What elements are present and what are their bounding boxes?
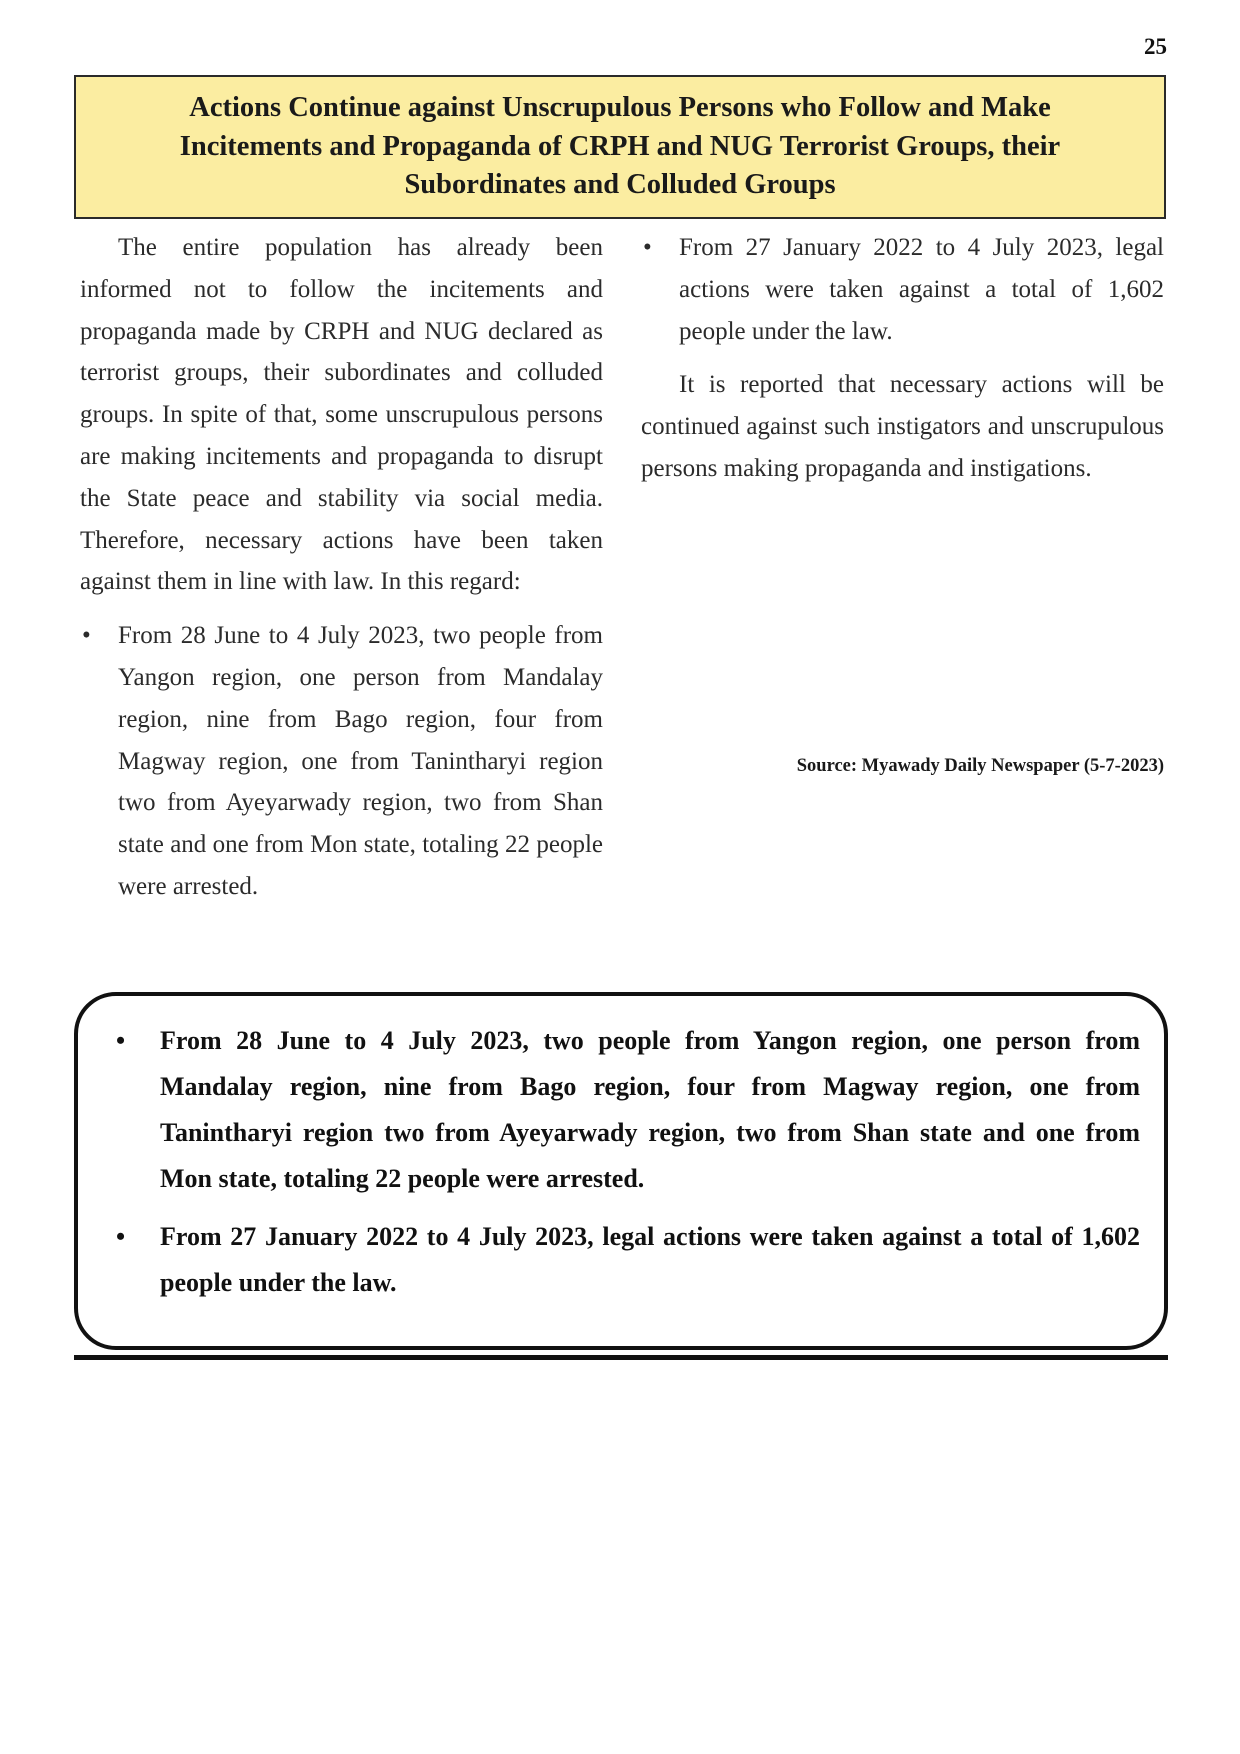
summary-box [74, 992, 1168, 1350]
bullet-icon: • [116, 1222, 126, 1251]
arrest-bullet-text: From 28 June to 4 July 2023, two people from Yangon region, one person from Mandalay region, nine from Bago region, four from Magway region, one from Tanintharyi region two from Ayeyarwady region, two from Shan state and one from Mon state, totaling 22 people were arrested. [118, 622, 603, 900]
intro-paragraph: The entire population has already been informed not to follow the incitements and propaganda made by CRPH and NUG declared as terrorist groups, their subordinates and colluded groups. In spite of that, some unscrupulous persons are making incitements and propaganda to disrupt the State peace and stability via social media. Therefore, necessary actions have been taken against them in line with law. In this regard: [80, 234, 603, 596]
summary-item-arrests [102, 1018, 1140, 1202]
article-title-box [74, 75, 1166, 219]
closing-paragraph: It is reported that necessary actions will be continued against such instigators and unscrupulous persons making propaganda and instigations. [641, 371, 1164, 482]
summary-item-text: From 28 June to 4 July 2023, two people from Yangon region, one person from Mandalay region, nine from Bago region, four from Magway region, one from Tanintharyi region two from Ayeyarwady region, two from Shan state and one from Mon state, totaling 22 people were arrested. [160, 1026, 1140, 1193]
right-column [641, 227, 1164, 490]
bullet-icon: • [82, 622, 91, 650]
arrest-bullet-item [80, 615, 603, 908]
source-citation: Source: Myawady Daily Newspaper (5-7-2023) [796, 756, 1164, 776]
legal-action-bullet-item [641, 227, 1164, 352]
left-bullet-list [80, 615, 603, 908]
bullet-icon: • [116, 1026, 126, 1055]
left-column [80, 227, 603, 908]
article-title-line-2: Incitements and Propaganda of CRPH and NUG Terrorist Groups, their [179, 130, 1061, 162]
bottom-divider [74, 1355, 1168, 1360]
bullet-icon: • [643, 234, 652, 261]
summary-item-text: From 27 January 2022 to 4 July 2023, legal actions were taken against a total of 1,602 people under the law. [160, 1222, 1140, 1297]
right-bullet-list [641, 227, 1164, 352]
legal-action-bullet-text: From 27 January 2022 to 4 July 2023, legal actions were taken against a total of 1,602 people under the law. [679, 234, 1164, 345]
page-number: 25 [1144, 34, 1167, 59]
summary-item-legal-actions [102, 1214, 1140, 1306]
article-title-line-1: Actions Continue against Unscrupulous Persons who Follow and Make [189, 92, 1051, 124]
article-title-line-3: Subordinates and Colluded Groups [404, 169, 836, 201]
